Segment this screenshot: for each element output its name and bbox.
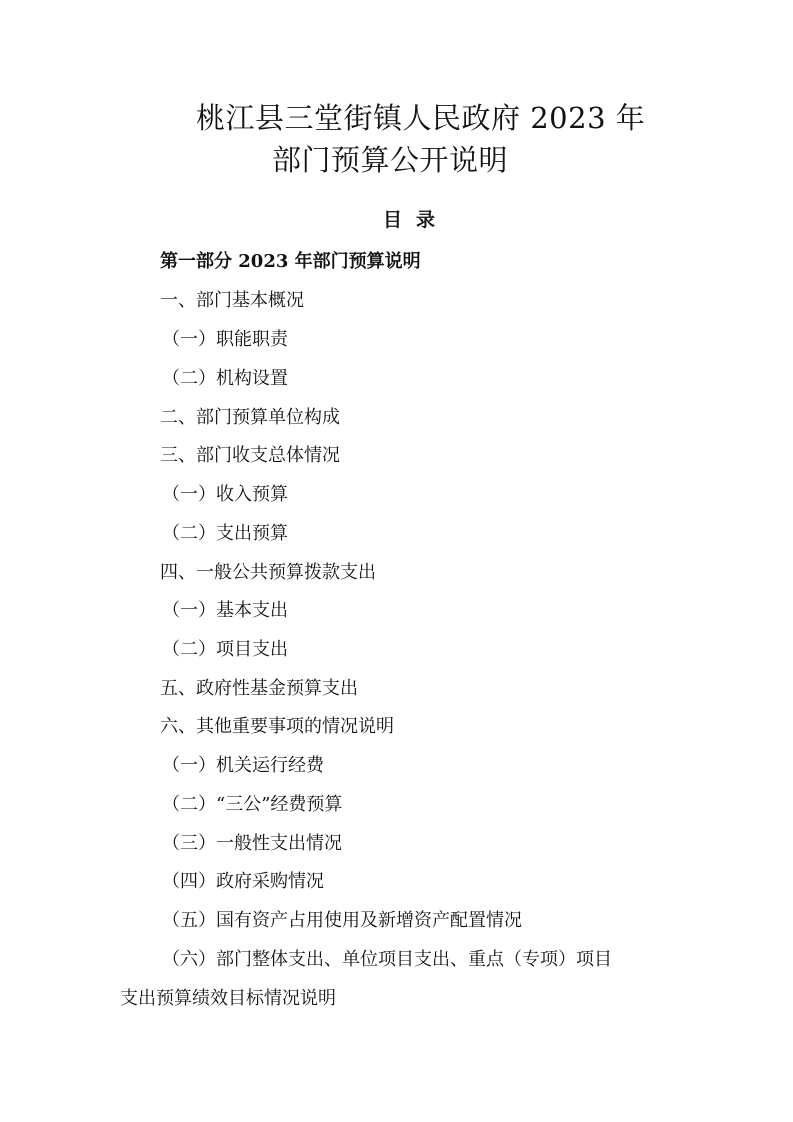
toc-subitem: （二）机构设置: [162, 368, 288, 389]
toc-part-heading: 第一部分 2023 年部门预算说明: [160, 251, 421, 272]
toc-subitem: （二）支出预算: [162, 523, 288, 544]
toc-item: 六、其他重要事项的情况说明: [160, 716, 394, 737]
toc-subitem: （一）机关运行经费: [162, 755, 324, 776]
toc-item: 四、一般公共预算拨款支出: [160, 562, 376, 583]
toc-subitem: （六）部门整体支出、单位项目支出、重点（专项）项目: [162, 949, 612, 970]
toc-heading: 目录: [383, 209, 450, 231]
toc-item: 三、部门收支总体情况: [160, 445, 340, 466]
toc-subitem: （二）项目支出: [162, 639, 288, 660]
toc-subitem: （五）国有资产占用使用及新增资产配置情况: [162, 910, 522, 931]
toc-subitem-continuation: 支出预算绩效目标情况说明: [120, 988, 336, 1009]
toc-subitem: （三）一般性支出情况: [162, 833, 342, 854]
toc-item: 二、部门预算单位构成: [160, 407, 340, 428]
toc-subitem: （四）政府采购情况: [162, 871, 324, 892]
toc-subitem: （一）基本支出: [162, 600, 288, 621]
toc-item: 五、政府性基金预算支出: [160, 678, 358, 699]
document-title-line-2: 部门预算公开说明: [272, 143, 509, 177]
toc-item: 一、部门基本概况: [160, 290, 304, 311]
toc-subitem: （一）职能职责: [162, 329, 288, 350]
toc-subitem: （二）“三公”经费预算: [162, 794, 343, 815]
document-title-line-1: 桃江县三堂街镇人民政府 2023 年: [196, 101, 646, 135]
toc-subitem: （一）收入预算: [162, 484, 288, 505]
